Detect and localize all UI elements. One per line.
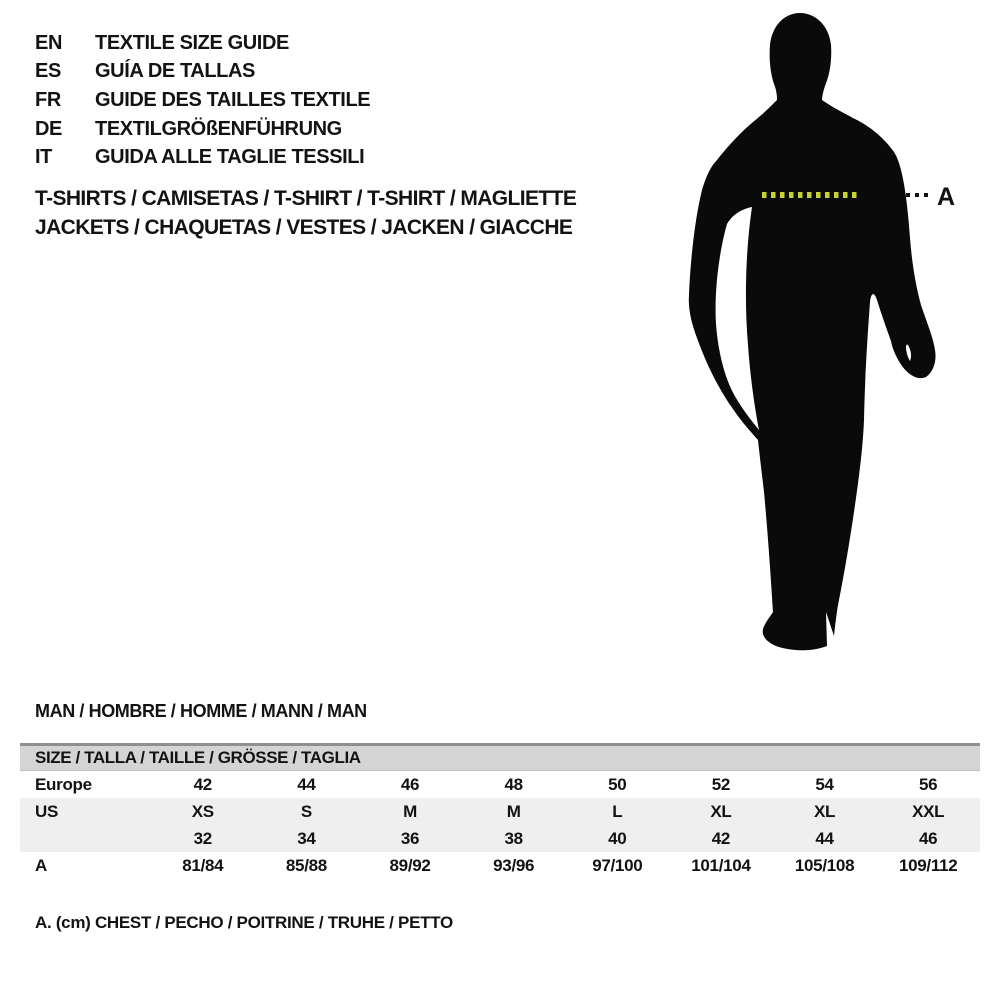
table-cell: 56 (919, 774, 938, 794)
table-cell: 89/92 (389, 855, 431, 875)
language-row (35, 115, 370, 144)
language-row (35, 143, 370, 172)
size-table-header (20, 743, 980, 771)
product-categories (35, 184, 576, 242)
row-label: US (35, 801, 59, 821)
language-code: FR (35, 88, 61, 111)
table-cell: XL (710, 801, 732, 821)
table-cell: 44 (297, 774, 316, 794)
table-cell: 36 (400, 828, 420, 848)
table-cell: 42 (711, 828, 731, 848)
measurement-footnote: A. (cm) CHEST / PECHO / POITRINE / TRUHE / PETTO (35, 913, 453, 932)
table-cell: 32 (193, 828, 212, 848)
table-cell: 42 (193, 774, 212, 794)
row-label: Europe (35, 774, 92, 794)
size-table (20, 743, 980, 879)
measure-label-a: A (937, 183, 956, 211)
table-cell: 48 (504, 774, 523, 794)
table-cell: XXL (912, 801, 945, 821)
table-row-chest (20, 852, 980, 879)
man-silhouette-figure (680, 0, 1000, 660)
language-row (35, 86, 370, 115)
table-cell: 44 (815, 828, 834, 848)
table-cell: 81/84 (182, 855, 224, 875)
table-cell: 52 (711, 774, 731, 794)
table-cell: 40 (608, 828, 627, 848)
table-cell: 38 (504, 828, 523, 848)
language-label: GUIDA ALLE TAGLIE TESSILI (95, 146, 365, 169)
language-code: IT (35, 146, 52, 169)
language-code: EN (35, 31, 62, 54)
row-label: A (35, 855, 47, 875)
table-cell: 101/104 (691, 855, 751, 875)
table-row-europe (20, 771, 980, 798)
man-silhouette (689, 13, 936, 650)
table-cell: XS (191, 801, 214, 821)
size-table-header-label: SIZE / TALLA / TAILLE / GRÖSSE / TAGLIA (35, 748, 361, 767)
table-cell: XL (814, 801, 836, 821)
language-label: TEXTILGRÖßENFÜHRUNG (95, 117, 342, 140)
table-cell: 54 (815, 774, 834, 794)
language-code: DE (35, 117, 62, 140)
language-list (35, 29, 370, 172)
table-cell: 46 (919, 828, 938, 848)
table-cell: 105/108 (794, 855, 855, 875)
table-cell: M (403, 801, 417, 821)
language-row (35, 29, 370, 58)
table-cell: 46 (400, 774, 420, 794)
table-title: MAN / HOMBRE / HOMME / MANN / MAN (35, 701, 367, 721)
table-cell: S (300, 801, 312, 821)
table-cell: 50 (608, 774, 627, 794)
table-cell: 85/88 (285, 855, 327, 875)
language-row (35, 58, 370, 87)
table-cell: L (612, 801, 623, 821)
table-row-numeric (20, 825, 980, 852)
category-jackets: JACKETS / CHAQUETAS / VESTES / JACKEN / GIACCHE (35, 216, 573, 239)
table-row-us (20, 798, 980, 825)
language-label: GUÍA DE TALLAS (95, 60, 255, 83)
table-cell: 97/100 (592, 855, 643, 875)
category-tshirts: T-SHIRTS / CAMISETAS / T-SHIRT / T-SHIRT / MAGLIETTE (35, 187, 577, 210)
language-label: GUIDE DES TAILLES TEXTILE (95, 88, 371, 111)
table-cell: 34 (297, 828, 316, 848)
language-label: TEXTILE SIZE GUIDE (95, 31, 289, 54)
table-cell: M (506, 801, 521, 821)
table-cell: 109/112 (898, 855, 958, 875)
language-code: ES (35, 60, 61, 83)
table-cell: 93/96 (493, 855, 535, 875)
